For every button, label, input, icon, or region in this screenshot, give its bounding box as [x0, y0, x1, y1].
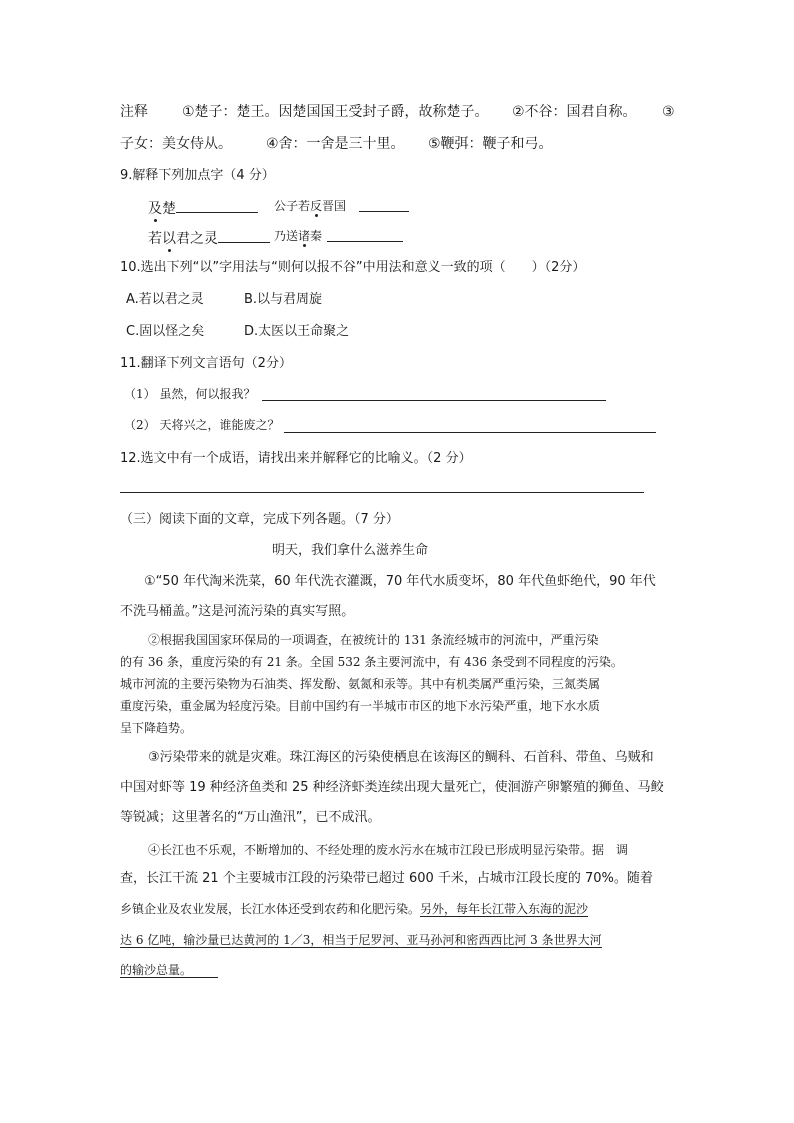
para-4-underlined-start: 另外，每年长江带入东海的泥沙: [420, 902, 589, 916]
notes-label: 注释: [120, 104, 148, 120]
para-2-line-4: 重度污染，重金属为轻度污染。目前中国约有一半城市市区的地下水污染严重，地下水水质: [120, 699, 601, 713]
q10-option-d: D.太医以王命聚之: [244, 324, 350, 339]
para-3-line-2: 中国对虾等 19 种经济鱼类和 25 种经济虾类连续出现大量死亡，使洄游产卵繁殖的狮鱼、马鲛: [120, 780, 664, 795]
para-4-line-3: [120, 902, 588, 916]
note-3-marker: ③: [662, 104, 675, 120]
q10-option-c: C.固以怪之矣: [126, 324, 205, 339]
q11-sentence-1: （1） 虽然，何以报我？: [124, 387, 256, 401]
q9-answer-blank-3[interactable]: [218, 228, 270, 243]
q9-word-3-dotted: 以: [162, 231, 176, 247]
q9-word-1: [148, 198, 258, 218]
q9-word-3-pre: 若: [148, 231, 162, 247]
q9-word-4: [274, 229, 322, 243]
para-4-line-1: ④长江也不乐观，不断增加的、不经处理的废水污水在城市江段已形成明显污染带。据 调: [148, 843, 629, 857]
para-4-line-4: [120, 933, 602, 947]
note-1: ①楚子：楚王。因楚国国王受封子爵，故称楚子。: [182, 104, 489, 120]
q9-word-1-rest: 楚: [162, 201, 176, 217]
q9-answer-blank-1[interactable]: [176, 198, 258, 213]
q9-title: 9.解释下列加点字（4 分）: [120, 168, 275, 183]
q11-title: 11.翻译下列文言语句（2分）: [120, 356, 292, 371]
q9-answer-blank-2[interactable]: [359, 197, 409, 212]
article-title: 明天，我们拿什么滋养生命: [272, 543, 429, 558]
para-2-line-1: ②根据我国国家环保局的一项调查，在被统计的 131 条流经城市的河流中，严重污染: [148, 633, 599, 647]
q9-word-2-dotted: 反: [310, 199, 323, 213]
q9-word-4-pre: 乃送: [274, 229, 299, 243]
para-1-line-1: ①“50 年代淘米洗菜，60 年代洗衣灌溉，70 年代水质变坏，80 年代鱼虾绝代，90 年代: [144, 574, 656, 589]
q9-word-4-post: 秦: [310, 229, 323, 243]
q10-option-a: A.若以君之灵: [126, 292, 204, 307]
para-2-line-5: 呈下降趋势。: [120, 721, 193, 735]
note-2: ②不谷：国君自称。: [512, 104, 637, 120]
para-4-underline-tail: [192, 963, 218, 978]
section3-heading: （三）阅读下面的文章，完成下列各题。（7 分）: [120, 512, 399, 527]
para-2-line-3: 城市河流的主要污染物为石油类、挥发酚、氨氮和汞等。其中有机类属严重污染，三氮类属: [120, 677, 601, 691]
q12-answer-line[interactable]: [120, 492, 644, 493]
q9-word-3-post: 君之灵: [176, 231, 218, 247]
q11-sentence-2: （2） 天将兴之，谁能废之？: [124, 418, 280, 432]
para-2-line-2: 的有 36 条，重度污染的有 21 条。全国 532 条主要河流中，有 436 条受到不同程度的污染。: [120, 655, 623, 669]
note-3: 子女：美女侍从。: [120, 136, 232, 152]
para-4-underlined-mid: 达 6 亿吨，输沙量已达黄河的 1／3，相当于尼罗河、亚马孙河和密西西比河 3 条世界大河: [120, 933, 602, 947]
q9-word-2: [274, 199, 346, 213]
q9-word-3: [148, 228, 270, 248]
q11-answer-line-2[interactable]: [284, 432, 656, 433]
q10-title: 10.选出下列“以”字用法与“则何以报不谷”中用法和意义一致的项（ ）（2分）: [120, 260, 586, 275]
note-4: ④舍：一舍是三十里。: [266, 136, 405, 152]
para-4-line-2: 查，长江干流 21 个主要城市江段的污染带已超过 600 千米，占城市江段长度的 70%。随着: [120, 871, 653, 886]
para-4-underlined-end: 的输沙总量。: [120, 963, 193, 977]
q9-word-2-pre: 公子若: [274, 199, 311, 213]
q9-word-1-dotted: 及: [148, 201, 162, 217]
para-4-line-5: [120, 963, 218, 978]
note-5: ⑤鞭弭：鞭子和弓。: [428, 136, 553, 152]
para-3-line-3: 等锐减；这里著名的“万山渔汛”，已不成汛。: [120, 810, 381, 825]
q11-answer-line-1[interactable]: [262, 400, 606, 401]
para-1-line-2: 不洗马桶盖。”这是河流污染的真实写照。: [120, 604, 355, 619]
q10-option-b: B.以与君周旋: [244, 292, 323, 307]
q12-title: 12.选文中有一个成语，请找出来并解释它的比喻义。（2 分）: [120, 451, 472, 466]
para-4-line-3-text: 乡镇企业及农业发展，长江水体还受到农药和化肥污染。: [120, 902, 421, 916]
q9-word-2-post: 晋国: [322, 199, 347, 213]
q9-answer-blank-4[interactable]: [327, 227, 403, 242]
q9-word-4-dotted: 诸: [298, 229, 311, 243]
para-3-line-1: ③污染带来的就是灾难。珠江海区的污染使栖息在该海区的鲷科、石首科、带鱼、乌贼和: [148, 750, 654, 765]
